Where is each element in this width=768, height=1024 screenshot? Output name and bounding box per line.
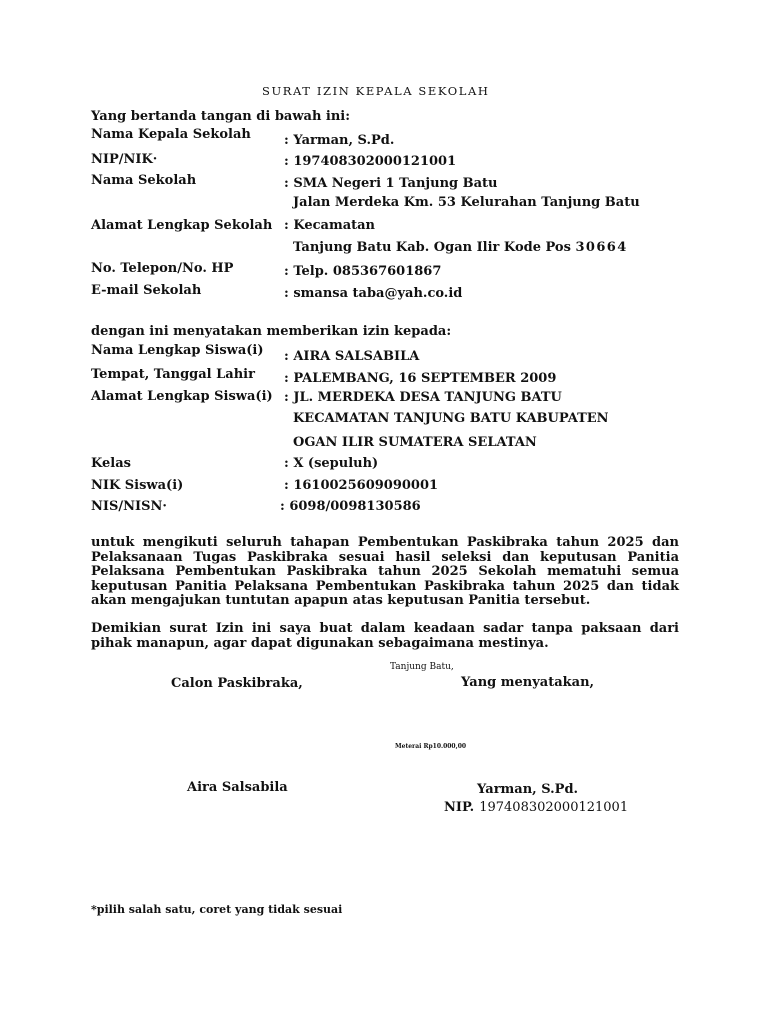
body-paragraph: untuk mengikuti seluruh tahapan Pembentukan Paskibraka tahun 2025 dan Pelaksanaan Tugas Paskibraka sesuai hasil seleksi dan keputusan Panitia Pelaksana Pembentukan Paskibraka tahun 2025 Sekolah mematuhi semua keputusan Panitia Pelaksana Pembentukan Paskibraka tahun 2025 dan tidak akan mengajukan tuntutan apapun atas keputusan Panitia tersebut. [91,535,679,608]
signer-nip-label: NIP. [444,800,475,815]
signer-nip-value: 197408302000121001 [479,800,629,815]
right-signer-role: Yang menyatakan, [461,675,595,690]
student-address-line2: KECAMATAN TANJUNG BATU KABUPATEN [293,411,609,426]
permission-intro: dengan ini menyatakan memberikan izin kepada: [91,324,452,339]
closing-paragraph: Demikian surat Izin ini saya buat dalam keadaan sadar tanpa paksaan dari pihak manapun, agar dapat digunakan sebagaimana mestinya. [91,621,679,651]
footnote: *pilih salah satu, coret yang tidak sesuai [91,903,343,916]
student-nik-value: : 1610025609090001 [284,478,439,493]
student-birth-label: Tempat, Tanggal Lahir [91,367,255,382]
document-title: SURAT IZIN KEPALA SEKOLAH [262,84,490,98]
nip-value: : 197408302000121001 [284,154,457,169]
intro-text: Yang bertanda tangan di bawah ini: [91,109,351,124]
left-signer-role: Calon Paskibraka, [171,676,303,691]
school-address-line1: Jalan Merdeka Km. 53 Kelurahan Tanjung Batu [293,195,640,210]
signer-nip [444,798,628,814]
school-name-value: : SMA Negeri 1 Tanjung Batu [284,176,498,191]
email-value: : smansa taba@yah.co.id [284,286,463,301]
head-name-label: Nama Kepala Sekolah [91,127,251,142]
head-name-value: : Yarman, S.Pd. [284,133,395,148]
student-address-value: : JL. MERDEKA DESA TANJUNG BATU [284,390,562,405]
school-address-line3 [293,241,628,254]
student-name-label: Nama Lengkap Siswa(i) [91,343,264,358]
stamp-duty-label: Meterai Rp10.000,00 [395,743,467,750]
school-address-value: : Kecamatan [284,218,376,233]
right-signer-name: Yarman, S.Pd. [477,782,579,797]
school-postcode: 30664 [575,240,628,255]
school-address-label: Alamat Lengkap Sekolah [91,218,273,233]
student-address-label: Alamat Lengkap Siswa(i) [91,389,273,404]
signature-place: Tanjung Batu, [390,662,454,672]
nip-label: NIP/NIK· [91,152,158,167]
left-signer-name: Aira Salsabila [187,780,288,795]
email-label: E-mail Sekolah [91,283,202,298]
student-address-line3: OGAN ILIR SUMATERA SELATAN [293,435,537,450]
class-label: Kelas [91,456,131,471]
nisn-label: NIS/NISN· [91,499,167,514]
phone-label: No. Telepon/No. HP [91,261,234,276]
school-address-line3-text: Tanjung Batu Kab. Ogan Ilir Kode Pos [293,240,571,255]
school-name-label: Nama Sekolah [91,173,197,188]
student-name-value: : AIRA SALSABILA [284,349,420,364]
phone-value: : Telp. 085367601867 [284,264,442,279]
student-birth-value: : PALEMBANG, 16 SEPTEMBER 2009 [284,371,557,386]
nisn-value: : 6098/0098130586 [280,499,421,514]
class-value: : X (sepuluh) [284,456,379,471]
student-nik-label: NIK Siswa(i) [91,478,184,493]
